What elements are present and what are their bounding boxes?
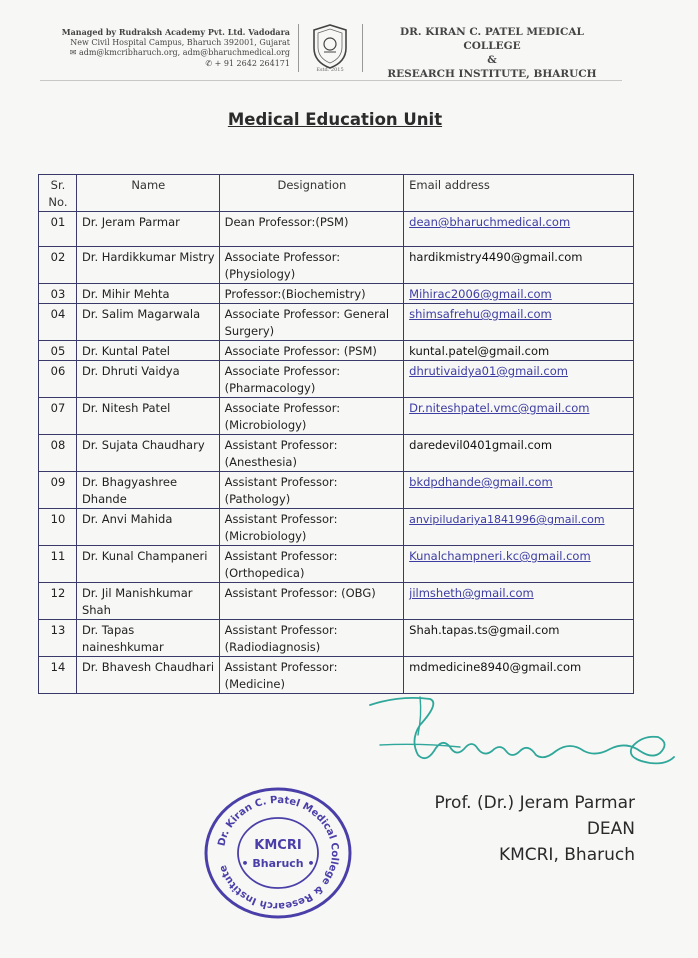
- email-text: mdmedicine8940@gmail.com: [409, 660, 582, 674]
- email-text: daredevil0401gmail.com: [409, 438, 553, 452]
- table-row: [39, 472, 634, 509]
- table-row: [39, 398, 634, 435]
- sr-cell: 03: [39, 284, 77, 304]
- col-header-designation: Designation: [219, 175, 404, 212]
- email-link[interactable]: dhrutivaidya01@gmail.com: [409, 364, 568, 378]
- designation-cell: Dean Professor:(PSM): [219, 212, 404, 247]
- table-row: [39, 212, 634, 247]
- col-header-name: Name: [76, 175, 219, 212]
- designation-cell: Associate Professor: General Surgery): [219, 304, 404, 341]
- signatory-role: DEAN: [586, 819, 635, 839]
- sr-cell: 14: [39, 657, 77, 694]
- designation-cell: Associate Professor: (Pharmacology): [219, 361, 404, 398]
- college-logo: [306, 22, 354, 72]
- table-row: [39, 247, 634, 284]
- college-name-line1: DR. KIRAN C. PATEL MEDICAL COLLEGE: [400, 26, 584, 52]
- designation-cell: Professor:(Biochemistry): [219, 284, 404, 304]
- name-cell: Dr. Bhagyashree Dhande: [76, 472, 219, 509]
- managed-by-text: Managed by Rudraksh Academy Pvt. Ltd. Vadodara: [61, 27, 290, 37]
- email-text: kuntal.patel@gmail.com: [409, 344, 550, 358]
- sr-cell: 08: [39, 435, 77, 472]
- designation-cell: Associate Professor: (Microbiology): [219, 398, 404, 435]
- email-link[interactable]: shimsafrehu@gmail.com: [409, 307, 552, 321]
- header-phone: + 91 2642 264171: [214, 58, 290, 68]
- email-link[interactable]: dean@bharuchmedical.com: [409, 215, 571, 229]
- sr-cell: 11: [39, 546, 77, 583]
- email-link[interactable]: jilmsheth@gmail.com: [409, 586, 534, 600]
- college-name-block: [372, 25, 612, 81]
- table-row: [39, 304, 634, 341]
- name-cell: Dr. Salim Magarwala: [76, 304, 219, 341]
- email-link[interactable]: Kunalchampneri.kc@gmail.com: [409, 549, 591, 563]
- designation-cell: Assistant Professor: (OBG): [219, 583, 404, 620]
- designation-cell: Assistant Professor: (Medicine): [219, 657, 404, 694]
- header-divider-left: [298, 24, 299, 72]
- table-header-row: [39, 175, 634, 212]
- sr-cell: 04: [39, 304, 77, 341]
- name-cell: Dr. Tapas naineshkumar: [76, 620, 219, 657]
- name-cell: Dr. Anvi Mahida: [76, 509, 219, 546]
- logo-text: Estd. 2015: [316, 67, 344, 72]
- name-cell: Dr. Dhruti Vaidya: [76, 361, 219, 398]
- seal-center-line1: KMCRI: [254, 838, 302, 853]
- signatory-name: Prof. (Dr.) Jeram Parmar: [434, 793, 635, 813]
- sr-cell: 10: [39, 509, 77, 546]
- designation-cell: Assistant Professor: (Pathology): [219, 472, 404, 509]
- table-row: [39, 546, 634, 583]
- signatory-block: [380, 790, 635, 868]
- designation-cell: Assistant Professor: (Microbiology): [219, 509, 404, 546]
- email-link[interactable]: Mihirac2006@gmail.com: [409, 287, 552, 301]
- col-header-email: Email address: [404, 175, 634, 212]
- email-text: hardikmistry4490@gmail.com: [409, 250, 583, 264]
- phone-icon: ✆: [205, 58, 215, 68]
- table-row: [39, 583, 634, 620]
- table-row: [39, 620, 634, 657]
- name-cell: Dr. Nitesh Patel: [76, 398, 219, 435]
- table-row: [39, 509, 634, 546]
- email-line: [40, 48, 290, 59]
- email-text: Shah.tapas.ts@gmail.com: [409, 623, 560, 637]
- designation-cell: Assistant Professor: (Radiodiagnosis): [219, 620, 404, 657]
- sr-cell: 02: [39, 247, 77, 284]
- envelope-icon: ✉: [69, 48, 79, 57]
- email-link[interactable]: Dr.niteshpatel.vmc@gmail.com: [409, 401, 590, 415]
- header-left-block: [40, 27, 290, 69]
- college-name-line2: &: [487, 54, 497, 66]
- designation-cell: Associate Professor:(Physiology): [219, 247, 404, 284]
- page-title-text: Medical Education Unit: [227, 110, 443, 129]
- name-cell: Dr. Jil Manishkumar Shah: [76, 583, 219, 620]
- staff-table: [38, 174, 634, 694]
- college-name-line3: RESEARCH INSTITUTE, BHARUCH: [387, 68, 597, 80]
- sr-cell: 05: [39, 341, 77, 361]
- table-row: [39, 284, 634, 304]
- table-row: [39, 361, 634, 398]
- header-emails: adm@kmcribharuch.org, adm@bharuchmedical.org: [78, 48, 290, 57]
- institution-seal: [198, 783, 358, 923]
- phone-line: [40, 59, 290, 70]
- designation-cell: Assistant Professor: (Anesthesia): [219, 435, 404, 472]
- designation-cell: Associate Professor: (PSM): [219, 341, 404, 361]
- signatory-institution: KMCRI, Bharuch: [498, 845, 635, 865]
- col-header-sr: Sr. No.: [39, 175, 77, 212]
- name-cell: Dr. Mihir Mehta: [76, 284, 219, 304]
- header-divider-right: [362, 24, 363, 72]
- name-cell: Dr. Jeram Parmar: [76, 212, 219, 247]
- header-rule: [40, 80, 622, 81]
- name-cell: Dr. Sujata Chaudhary: [76, 435, 219, 472]
- sr-cell: 09: [39, 472, 77, 509]
- table-row: [39, 435, 634, 472]
- seal-ring-text: Dr. Kiran C. Patel Medical College & Research Institute: [216, 794, 341, 912]
- seal-center-line2: • Bharuch •: [241, 857, 315, 870]
- sr-cell: 07: [39, 398, 77, 435]
- email-link[interactable]: bkdpdhande@gmail.com: [409, 475, 553, 489]
- name-cell: Dr. Hardikkumar Mistry: [76, 247, 219, 284]
- sr-cell: 06: [39, 361, 77, 398]
- name-cell: Dr. Kuntal Patel: [76, 341, 219, 361]
- name-cell: Dr. Bhavesh Chaudhari: [76, 657, 219, 694]
- table-row: [39, 341, 634, 361]
- sr-cell: 13: [39, 620, 77, 657]
- sr-cell: 12: [39, 583, 77, 620]
- name-cell: Dr. Kunal Champaneri: [76, 546, 219, 583]
- email-link[interactable]: anvipiludariya1841996@gmail.com: [409, 513, 605, 526]
- handwritten-signature: [360, 685, 680, 795]
- address-text: New Civil Hospital Campus, Bharuch 392001, Gujarat: [70, 37, 290, 47]
- sr-cell: 01: [39, 212, 77, 247]
- designation-cell: Assistant Professor: (Orthopedica): [219, 546, 404, 583]
- page-title: [0, 110, 670, 129]
